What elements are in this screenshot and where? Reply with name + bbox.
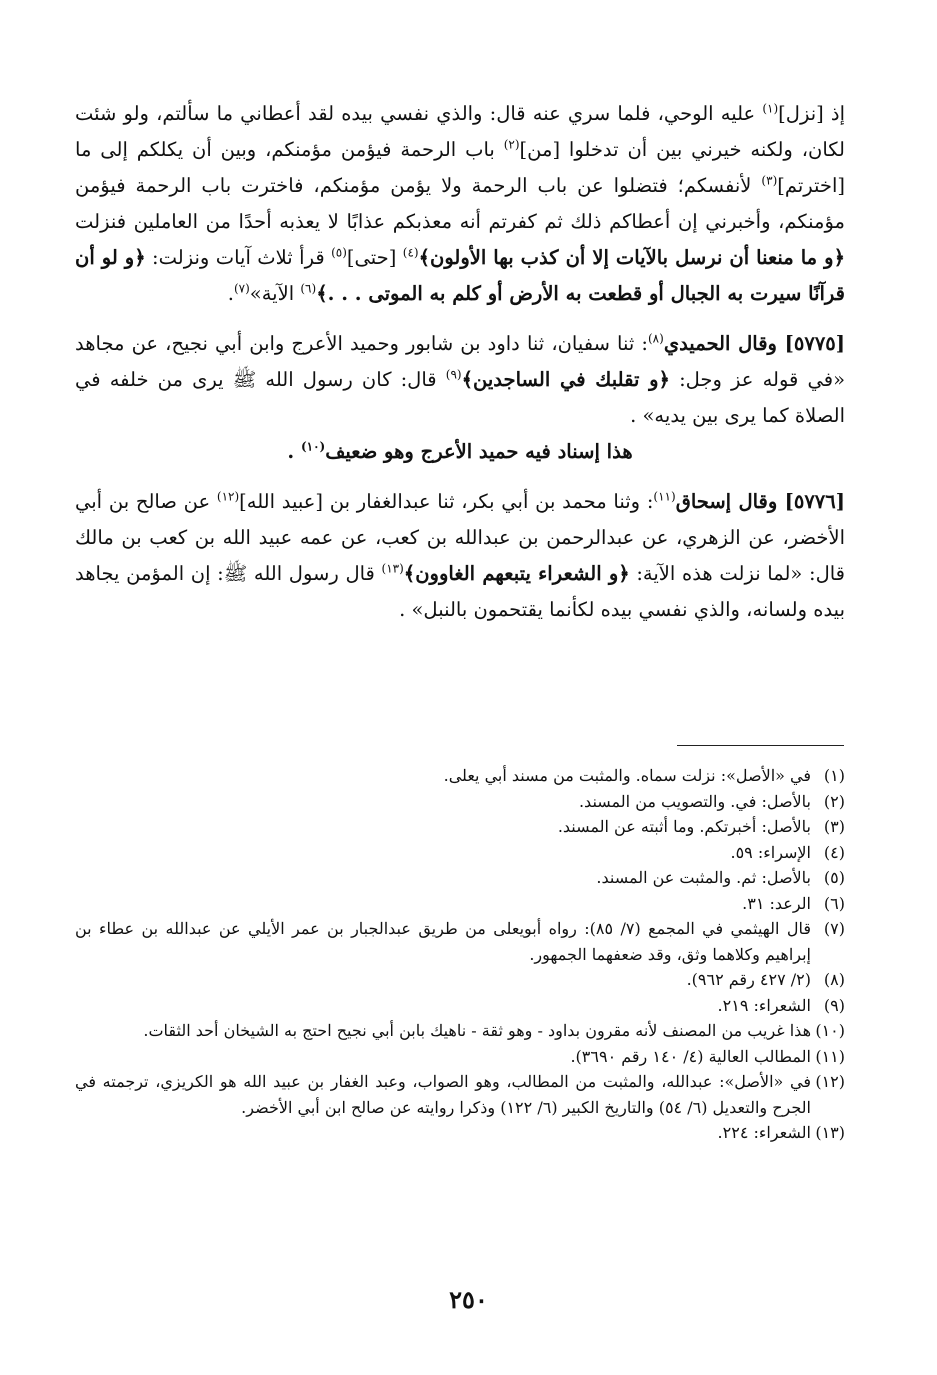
quran-verse: ﴿و لو أن قرآنًا سيرت به الجبال أو قطعت به الأرض أو كلم به الموتى . . .﴾ <box>75 246 845 305</box>
footnote-number: (٤) <box>823 842 845 862</box>
footnote-ref: (١) <box>762 101 779 116</box>
text-run: عليه الوحي، فلما سري عنه قال: والذي نفسي بيده لقد أعطاني ما سألتم، ولو شئت لكان، ولكنه خيرني بين أن تدخلوا [من] <box>75 102 845 161</box>
footnote-ref: (٥) <box>331 245 347 260</box>
footnote-text: الشعراء: ٢١٩. <box>717 995 811 1015</box>
footnote <box>75 865 845 891</box>
text-run: هذا إسناد فيه حميد الأعرج وهو ضعيف <box>325 440 633 463</box>
paragraph-5775 <box>75 326 845 434</box>
footnote-ref: (١٠) <box>300 439 326 454</box>
footnote-number: (٩) <box>823 995 845 1015</box>
text-run: قال رسول الله ﷺ: إن المؤمن يجاهد بيده ولسانه، والذي نفسي بيده لكأنما يقتحمون بالنبل» . <box>75 562 845 621</box>
text-run: . <box>227 282 234 305</box>
footnote-number: (٥) <box>823 868 845 887</box>
footnote <box>75 891 845 917</box>
footnote-number: (١١) <box>815 1046 845 1066</box>
footnote-text: (٢/ ٤٢٧ رقم ٩٦٢). <box>686 970 811 989</box>
footnote <box>75 916 845 967</box>
footnote <box>75 763 845 789</box>
footnote <box>75 840 845 866</box>
quran-verse: ﴿و ما منعنا أن نرسل بالآيات إلا أن كذب بها الأولون﴾ <box>418 246 845 269</box>
text-run: لأنفسكم؛ فتضلوا عن باب الرحمة ولا يؤمن مؤمنكم، فاخترت باب الرحمة فيؤمن مؤمنكم، وأخبرني إن أعطاكم ذلك ثم كفرتم أنه معذبكم عذابًا لا يعذبه أحدًا من العاملين فنزلت <box>75 174 845 233</box>
footnote-text: الإسراء: ٥٩. <box>730 842 811 862</box>
text-run: [حتى] <box>346 246 403 269</box>
footnote <box>75 1120 845 1146</box>
text-run: عن صالح بن أبي الأخضر، عن الزهري، عن عبدالرحمن بن عبدالله بن كعب، عن عمه عبيد الله بن كعب بن مالك قال: «لما نزلت هذه الآية: <box>75 490 845 585</box>
footnote-text: بالأصل: أخبرتكم. وما أثبته عن المسند. <box>557 817 811 836</box>
footnote-text: الشعراء: ٢٢٤. <box>717 1123 811 1142</box>
footnote-number: (٣) <box>823 817 845 836</box>
footnote-number: (٧) <box>823 919 845 938</box>
footnote-text: الرعد: ٣١. <box>742 893 811 913</box>
paragraph-1 <box>75 96 845 312</box>
footnote-ref: (١١) <box>653 489 676 504</box>
footnote-text: بالأصل: ثم. والمثبت عن المسند. <box>596 868 811 887</box>
text-run: : ثنا سفيان، ثنا داود بن شابور وحميد الأعرج وابن أبي نجيح، عن مجاهد «في قوله عز وجل: <box>75 332 846 391</box>
footnote-number: (١٣) <box>815 1123 845 1142</box>
footnote-text: المطالب العالية (٤/ ١٤٠ رقم ٣٦٩٠). <box>570 1046 811 1066</box>
footnote <box>75 993 845 1019</box>
footnote-ref: (٢) <box>503 137 520 152</box>
quran-verse: ﴿و تقلبك في الساجدين﴾ <box>461 368 670 391</box>
hadith-number: [٥٧٧٦] وقال إسحاق <box>675 490 845 513</box>
quran-verse: ﴿و الشعراء يتبعهم الغاوون﴾ <box>403 562 630 585</box>
footnote <box>75 814 845 840</box>
footnote-number: (٦) <box>823 893 845 913</box>
footnote-separator <box>677 745 844 746</box>
footnote-ref: (٤) <box>402 245 419 260</box>
text-run: إذ [نزل] <box>778 102 845 125</box>
footnote-ref: (٧) <box>233 281 250 296</box>
footnote-text: في «الأصل»: عبدالله، والمثبت من المطالب، وهو الصواب، وعبد الغفار بن عبيد الله هو الكريزي، ترجمته في الجرح والتعديل (٦/ ٥٤) والتاريخ الكبير (٦/ ١٢٢) وذكرا روايته عن صالح ابن أبي الأخضر. <box>75 1072 811 1117</box>
footnote <box>75 1044 845 1070</box>
text-run: : وثنا محمد بن أبي بكر، ثنا عبدالغفار بن [عبيد الله] <box>239 490 654 513</box>
footnote-ref: (٣) <box>761 173 778 188</box>
text-run: الآية» <box>249 282 301 305</box>
isnad-note <box>75 434 845 470</box>
footnote-ref: (٩) <box>445 367 462 382</box>
footnote <box>75 967 845 993</box>
footnote-ref: (٨) <box>647 331 664 346</box>
paragraph-5776 <box>75 484 845 628</box>
text-run: قال: كان رسول الله ﷺ يرى من خلفه في الصلاة كما يرى بين يديه» . <box>75 368 845 427</box>
text-run: باب الرحمة فيؤمن مؤمنكم، وبين أن يكلكم إلى ما [اخترتم] <box>75 138 845 197</box>
footnote-text: هذا غريب من المصنف لأنه مقرون بداود - وهو ثقة - ناهيك بابن أبي نجيح احتج به الشيخان أحد الثقات. <box>143 1021 811 1040</box>
text-run: . <box>287 440 301 463</box>
page-number: ٢٥٠ <box>449 1285 488 1314</box>
footnote-ref: (١٣) <box>381 561 404 576</box>
footnotes <box>75 763 845 1146</box>
footnote-number: (١٠) <box>815 1021 845 1040</box>
footnote-ref: (١٢) <box>216 489 240 504</box>
footnote <box>75 789 845 815</box>
footnote <box>75 1069 845 1120</box>
footnote-number: (٨) <box>823 970 845 989</box>
footnote-number: (١٢) <box>815 1072 845 1091</box>
footnote-ref: (٦) <box>300 281 317 296</box>
footnote-text: قال الهيثمي في المجمع (٧/ ٨٥): رواه أبويعلى من طريق عبدالجبار بن عمر الأيلي عن عبدالله بن عطاء بن إبراهيم وكلاهما وثق، وقد ضعفهما الجمهور. <box>75 919 812 964</box>
footnote <box>75 1018 845 1044</box>
footnote-number: (١) <box>823 766 845 785</box>
footnote-text: في «الأصل»: نزلت سماه. والمثبت من مسند أبي يعلى. <box>443 766 811 785</box>
hadith-number: [٥٧٧٥] وقال الحميدي <box>663 332 846 355</box>
footnote-text: بالأصل: في. والتصويب من المسند. <box>578 791 811 811</box>
text-run: قرأ ثلاث آيات ونزلت: <box>145 246 332 269</box>
footnote-number: (٢) <box>823 791 845 811</box>
main-text <box>75 96 845 628</box>
